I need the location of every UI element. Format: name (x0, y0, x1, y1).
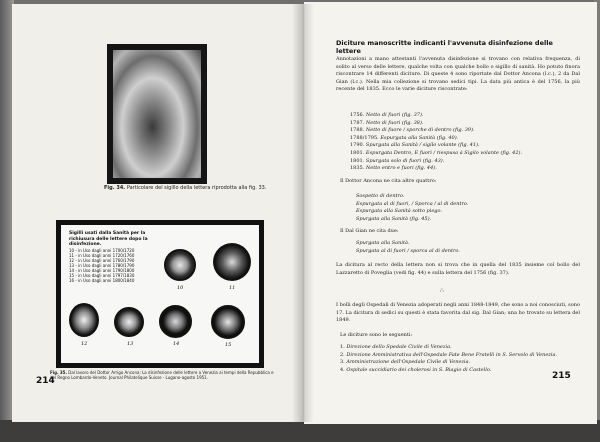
seal-11 (213, 243, 251, 281)
seals-legend-title: Sigilli usati dalla Sanità per la richiusura delle lettere dopo la disinfezione. (69, 231, 148, 247)
dalgian-list (356, 240, 460, 255)
seal-15 (211, 305, 245, 339)
legend-row: 13 - in Uso dagli anni 1780/1790 (69, 262, 135, 268)
legend-row: 16 - in Uso dagli anni 1800/1840 (69, 277, 135, 283)
seal-14 (159, 305, 192, 338)
figure-35-caption (50, 370, 280, 380)
following-inscriptions-intro: Le diciture sono le seguenti: (340, 332, 413, 338)
list-item: 1801. Spurgata solo di fuori (fig. 43). (350, 157, 445, 164)
list-item: 1756. Netto di fuori (fig. 37). (350, 112, 424, 118)
list-item: 1835. Netto entro e fuori (fig. 44). (350, 165, 437, 172)
legend-row: 11 - in Uso dagli anni 1720/1760 (69, 252, 135, 258)
list-item: Spurgata al di fuori / sporca al di dentro. (356, 247, 460, 254)
legend-row: 12 - in Uso dagli anni 1760/1790 (69, 257, 135, 263)
hospital-list (340, 344, 584, 374)
figure-34-caption (104, 185, 272, 191)
dated-inscriptions-list (350, 112, 582, 173)
seal-number-12: 12 (81, 341, 88, 347)
legend-row: 14 - in Uso dagli anni 1790/1800 (69, 267, 135, 273)
ancona-list (356, 193, 468, 223)
page-number-right: 215 (552, 371, 571, 381)
figure-34-label: Fig. 34. (104, 185, 126, 191)
legend-row: 10 - in Uso dagli anni 1700/1720 (69, 247, 135, 253)
list-item: 1788/1795. Espurgata alla Sanità (fig. 40). (350, 134, 459, 141)
page-number-left: 214 (36, 376, 55, 386)
seal-detail-image (113, 50, 201, 178)
list-item: Espurgata al di fuori, / Sporca / al di dentro. (356, 200, 469, 207)
seal-13 (114, 307, 144, 337)
list-item: 3. Amministrazione dell'Ospedale Civile di Venezia. (340, 359, 471, 366)
intro-paragraph: Annotazioni a mano attestanti l'avvenuta disinfezione si trovano con relativa frequenza, di solito al verso delle lettere, qualche volta con qualche bollo o sigillo di sanità. Ho potuto finora riscontrare 14 differenti diciture. Di queste 4 sono riportate dal Dottor Ancona (l.c.), 2 da Dal Gian (l.c.). Nella mia collezione si trovano sedici tipi. La data più antica è del 1756, la più recente del 1835. Ecco le varie diciture riscontrate: (336, 56, 580, 93)
ancona-intro: Il Dottor Ancona ne cita altre quattro: (340, 178, 437, 184)
list-item: 1. Direzione dello Spedale Civile di Venezia. (340, 344, 452, 350)
figure-34-seal-photo (107, 44, 207, 184)
list-item: 2. Direzione Amministrativa dell'Ospedale Fate Bene Fratelli in S. Servolo di Venezia. (340, 351, 558, 358)
section-title: Diciture manoscritte indicanti l'avvenuta disinfezione delle lettere (336, 39, 553, 55)
section-separator: ∴ (440, 287, 444, 294)
figure-35-label: Fig. 35. (50, 370, 67, 375)
hospital-seals-paragraph: I bolli degli Ospedali di Venezia adoperati negli anni 1848-1849, che sono a noi conosciuti, sono 17. La dicitura di sedici su questi è stata favorita dal sig. Dal Gian; una ho trovato su lettera del 1849. (336, 302, 580, 324)
list-item: Spurgata alla Sanità (fig. 45). (356, 215, 432, 222)
list-item: 4. Ospitale succidiario dei cholerosi in S. Biagio di Castello. (340, 366, 492, 373)
list-item: Spurgata alla Sanità. (356, 240, 410, 246)
figure-35-text: Dal lavoro del Dottor Arrigo Ancona: La disinfezione delle lettere a Venezia ai tempi della Repubblica e del Regno Lombardo-Veneto. Journal Philatelique Suisse - Lugano-agosto 1951. (50, 370, 274, 380)
seal-12 (69, 303, 99, 337)
dalgian-intro: Il Dal Gian ne cita due: (340, 228, 399, 234)
list-item: 1801. Espurgata Dentro, E fuori / riespusa à Sigilo volante (fig. 42). (350, 149, 523, 156)
seals-plate-inner (61, 225, 259, 363)
seal-number-14: 14 (173, 341, 180, 347)
recto-paragraph: La dicitura al recto della lettera non si trova che in quella del 1835 insieme col bollo del Lazzaretto di Poveglia (vedi fig. 44) e sulla lettera del 1756 (fig. 37). (336, 262, 580, 276)
book-gutter (292, 4, 314, 422)
figure-34-text: Particolare del sigillo della lettera riprodotta alla fig. 33. (126, 185, 267, 191)
seals-legend (69, 231, 155, 283)
list-item: 1787. Netto di fuori (fig. 38). (350, 119, 424, 126)
seal-number-10: 10 (177, 285, 184, 291)
seal-10 (164, 249, 196, 281)
list-item: 1788. Netto di fuore / sporche di dentro (fig. 39). (350, 127, 475, 134)
list-item: Espurgata alla Sanità sotto piego. (356, 208, 443, 215)
seal-number-13: 13 (127, 341, 134, 347)
figure-35-seals-plate (56, 220, 264, 368)
legend-row: 15 - in Uso dagli anni 1797/1830 (69, 272, 135, 278)
list-item: Sospetto di dentro. (356, 193, 405, 199)
list-item: 1790. Spurgata alla Sanità / sigilo volante (fig. 41). (350, 142, 480, 149)
seal-number-11: 11 (229, 285, 236, 291)
seal-number-15: 15 (225, 342, 232, 348)
